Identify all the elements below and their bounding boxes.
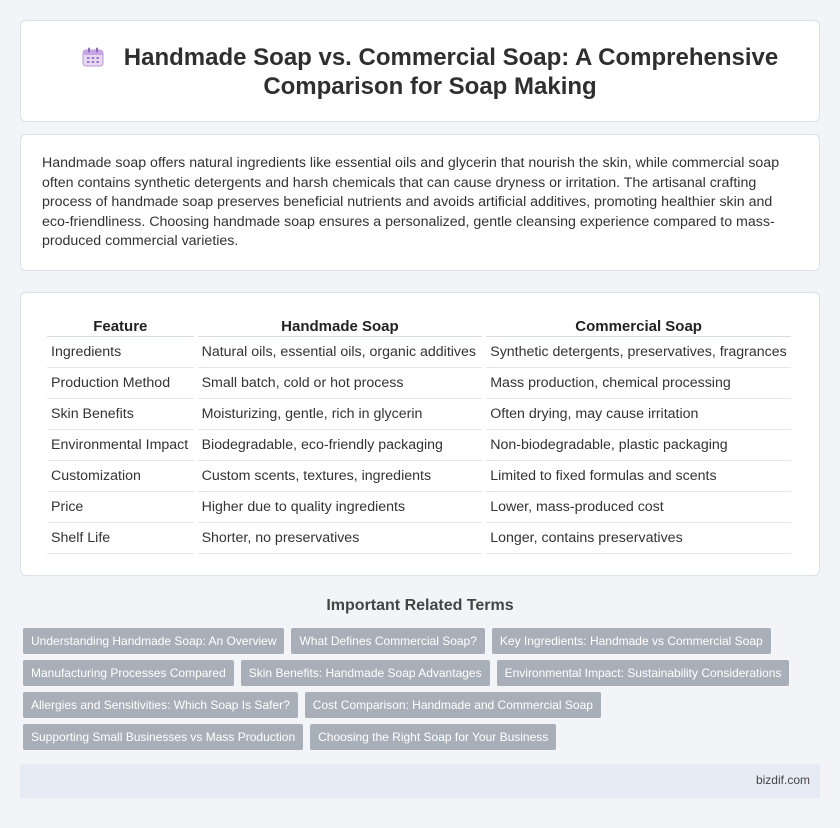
cell-handmade: Moisturizing, gentle, rich in glycerin [198,399,483,430]
related-term-link[interactable]: What Defines Commercial Soap? [291,628,484,654]
cell-handmade: Biodegradable, eco-friendly packaging [198,430,483,461]
related-term-link[interactable]: Supporting Small Businesses vs Mass Production [23,724,303,750]
intro-card [20,134,820,271]
cell-commercial: Lower, mass-produced cost [486,492,791,523]
related-term-link[interactable]: Cost Comparison: Handmade and Commercial Soap [305,692,601,718]
cell-handmade: Small batch, cold or hot process [198,368,483,399]
cell-feature: Skin Benefits [47,399,194,430]
cell-handmade: Custom scents, textures, ingredients [198,461,483,492]
comparison-card [20,292,820,576]
cell-commercial: Mass production, chemical processing [486,368,791,399]
table-row [47,492,791,523]
cell-handmade: Natural oils, essential oils, organic additives [198,337,483,368]
table-row [47,430,791,461]
related-terms-list [23,628,823,756]
cell-feature: Price [47,492,194,523]
related-term-link[interactable]: Environmental Impact: Sustainability Considerations [497,660,790,686]
page-title [81,43,779,101]
cell-handmade: Shorter, no preservatives [198,523,483,554]
intro-paragraph: Handmade soap offers natural ingredients like essential oils and glycerin that nourish the skin, while commercial soap often contains synthetic detergents and harsh chemicals that can cause dryness or irritation. The artisanal crafting process of handmade soap preserves beneficial nutrients and avoids artificial additives, promoting healthier skin and eco-friendliness. Choosing handmade soap ensures a personalized, gentle cleansing experience compared to mass-produced commercial varieties. [42,155,780,250]
table-row [47,337,791,368]
tag-row [23,628,823,654]
related-term-link[interactable]: Allergies and Sensitivities: Which Soap Is Safer? [23,692,298,718]
table-row [47,399,791,430]
calendar-icon [82,47,104,67]
cell-feature: Production Method [47,368,194,399]
related-term-link[interactable]: Manufacturing Processes Compared [23,660,234,686]
related-term-link[interactable]: Skin Benefits: Handmade Soap Advantages [241,660,490,686]
tag-row [23,724,823,750]
table-row [47,368,791,399]
tag-row [23,692,823,718]
cell-commercial: Limited to fixed formulas and scents [486,461,791,492]
table-row [47,461,791,492]
related-term-link[interactable]: Choosing the Right Soap for Your Business [310,724,556,750]
cell-commercial: Often drying, may cause irritation [486,399,791,430]
cell-commercial: Longer, contains preservatives [486,523,791,554]
table-header-row [47,316,791,337]
cell-feature: Ingredients [47,337,194,368]
cell-handmade: Higher due to quality ingredients [198,492,483,523]
header-handmade: Handmade Soap [198,316,483,337]
comparison-table [43,316,795,554]
header-commercial: Commercial Soap [486,316,791,337]
cell-feature: Shelf Life [47,523,194,554]
page-title-text: Handmade Soap vs. Commercial Soap: A Comprehensive Comparison for Soap Making [123,44,779,100]
header-card [20,20,820,122]
footer-site-link[interactable]: bizdif.com [755,773,810,787]
cell-feature: Customization [47,461,194,492]
header-feature: Feature [47,316,194,337]
cell-commercial: Non-biodegradable, plastic packaging [486,430,791,461]
tag-row [23,660,823,686]
cell-commercial: Synthetic detergents, preservatives, fragrances [486,337,791,368]
footer [20,764,820,798]
related-term-link[interactable]: Understanding Handmade Soap: An Overview [23,628,284,654]
related-terms-title: Important Related Terms [326,597,514,614]
related-term-link[interactable]: Key Ingredients: Handmade vs Commercial Soap [492,628,771,654]
cell-feature: Environmental Impact [47,430,194,461]
table-row [47,523,791,554]
